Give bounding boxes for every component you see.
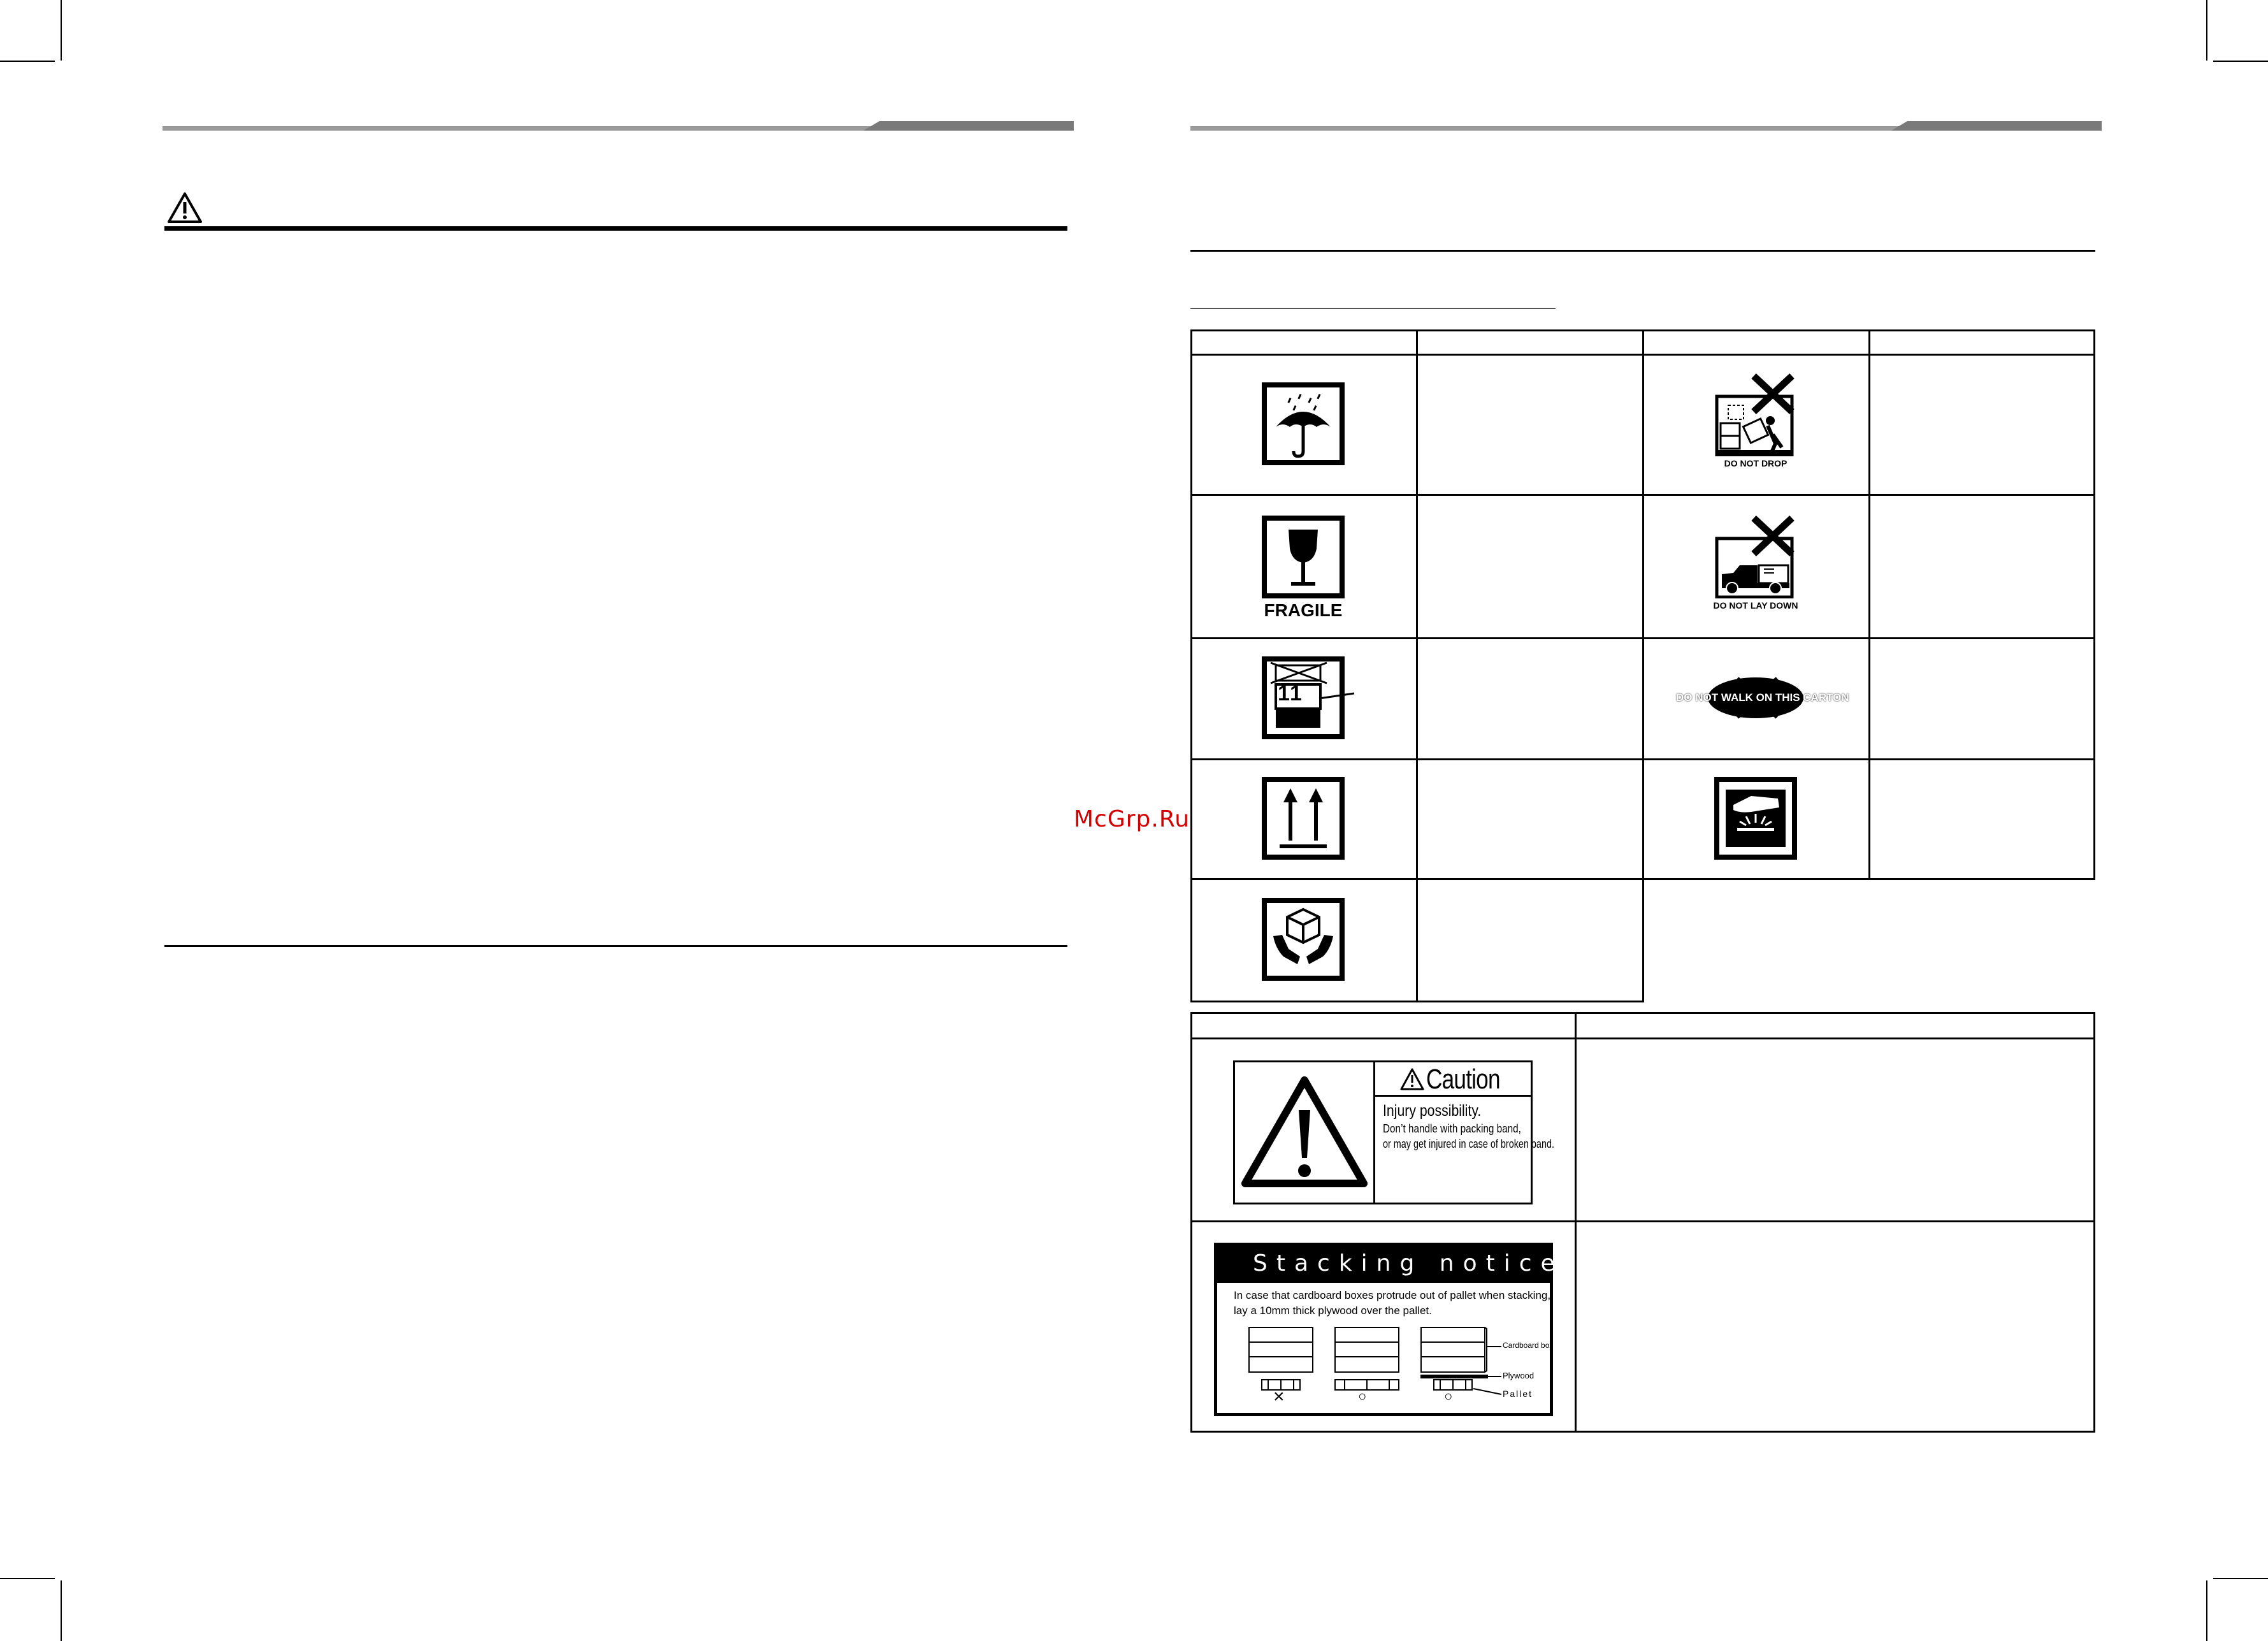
stacking-notice-label <box>1214 1243 1580 1416</box>
do-not-drop-caption: DO NOT DROP <box>1724 458 1788 468</box>
left-header-bar <box>163 118 1074 134</box>
caution-label <box>1233 1060 1554 1204</box>
keep-dry-icon <box>1262 382 1345 465</box>
right-header-bar <box>1190 118 2102 134</box>
stacking-limit-icon <box>1262 656 1345 739</box>
cardboard-box-callout: Cardboard box <box>1503 1341 1554 1350</box>
large-warning-icon <box>1235 1062 1374 1204</box>
caution-heading: Injury possibility. <box>1383 1102 1482 1120</box>
stacking-notice-title: Stacking notice. <box>1253 1250 1580 1276</box>
do-not-lay-down-caption: DO NOT LAY DOWN <box>1713 600 1798 611</box>
subheading-rule <box>1190 308 1556 309</box>
ok-mark-2: ○ <box>1444 1388 1453 1404</box>
stacking-notice-line-1: In case that cardboard boxes protrude out of pallet when stacking, <box>1234 1289 1551 1301</box>
stacking-diagram <box>1217 1322 1550 1415</box>
caution-line-1: Don’t handle with packing band, <box>1383 1122 1521 1135</box>
right-section-rule <box>1190 250 2095 252</box>
left-section-rule <box>164 945 1067 947</box>
fragile-icon <box>1262 516 1345 598</box>
do-not-drop-icon <box>1714 373 1797 456</box>
watermark: McGrp.Ru <box>1074 806 1190 832</box>
stacking-notice-line-2: lay a 10mm thick plywood over the pallet. <box>1234 1305 1432 1317</box>
pallet-callout: Pallet <box>1503 1389 1533 1399</box>
do-not-walk-caption: DO NOT WALK ON THIS CARTON <box>1676 691 1849 704</box>
caution-line-2: or may get injured in case of broken band. <box>1383 1138 1554 1150</box>
caution-title-warning-icon <box>1399 1067 1425 1092</box>
caution-title: Caution <box>1426 1064 1500 1095</box>
warning-section-rule <box>164 226 1067 231</box>
do-not-step-icon <box>1714 777 1797 860</box>
wrong-mark: × <box>1273 1386 1285 1407</box>
fragile-caption: FRAGILE <box>1264 600 1343 620</box>
handle-with-care-icon <box>1262 898 1345 981</box>
stacking-limit-number: 11 <box>1278 681 1303 705</box>
warning-icon <box>167 191 203 224</box>
this-way-up-icon <box>1262 777 1345 860</box>
do-not-lay-down-icon <box>1714 516 1797 598</box>
plywood-callout: Plywood <box>1503 1371 1535 1380</box>
ok-mark-1: ○ <box>1358 1388 1367 1404</box>
